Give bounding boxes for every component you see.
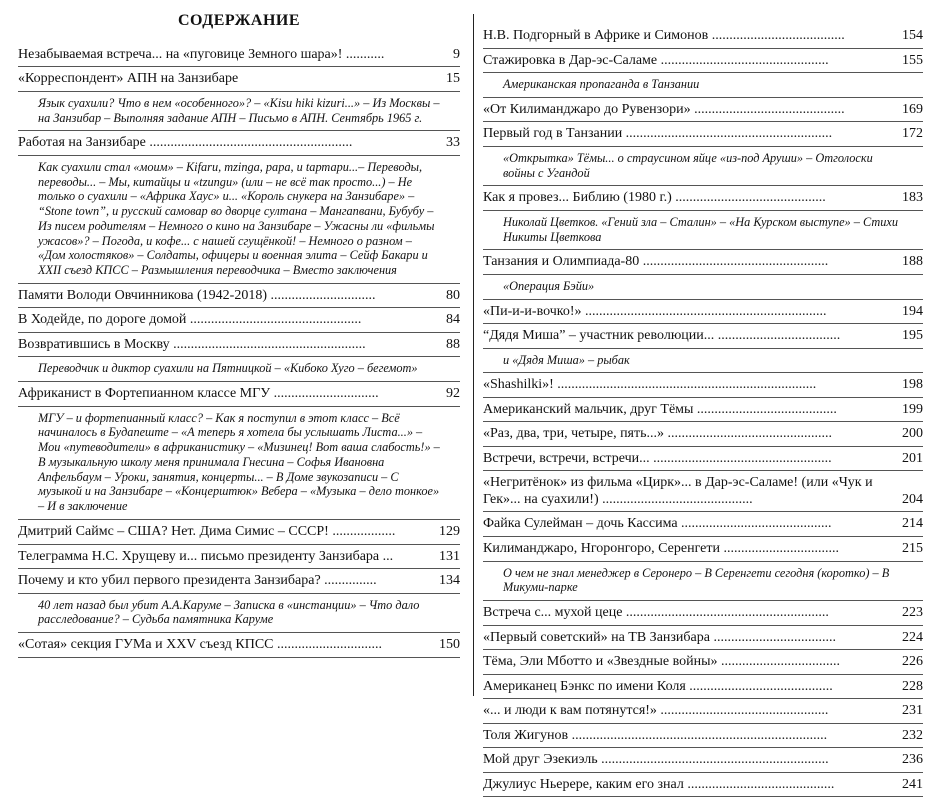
toc-entry-rule [483,625,923,626]
toc-entry-title [18,573,460,590]
column-divider [473,14,474,696]
left-entry-list [18,47,460,658]
toc-entry-rule [18,406,460,407]
toc-entry-page-number: 199 [902,401,923,417]
toc-entry-title [483,402,923,419]
toc-entry [483,426,923,447]
toc-entry-rule [18,544,460,545]
toc-entry-title-text: «От Килиманджаро до Рувензори» ........................................... [483,101,845,117]
toc-entry-rule [18,307,460,308]
toc-entry-title [18,135,460,152]
toc-entry-title-text: Тёма, Эли Мботто и «Звездные войны» .................................. [483,654,841,670]
toc-entry-title [483,377,923,394]
toc-entry-title-text: Телеграмма Н.С. Хрущеву и... письмо президенту Занзибара ... [18,548,394,564]
toc-entry-rule [483,397,923,398]
toc-entry-title-text: Танзания и Олимпиада-80 ..................................................... [483,254,829,270]
toc-entry [483,53,923,98]
toc-entry-rule [483,796,923,797]
toc-entry-title-text: «... и люди к вам потянутся!» ................................................ [483,703,829,719]
toc-entry-description: О чем не знал менеджер в Серонеро – В Серенгети сегодня (коротко) – В Микуми-парке [503,565,890,595]
toc-entry-title-text: Первый год в Танзании ........................................................... [483,126,833,142]
toc-entry-title [483,752,923,769]
toc-entry-description: Как суахили стал «моим» – Kifaru, mzinga, papa, и taртари...– Переводы, переводы... – Мы, китайцы и «tzungu» (или – не всё так просто...) – Не только о суахили – «Африка Хаус» и... «Король снукера на Занзибаре» – “Stone town”, и русский самовар во дворце султана – Мангапвани, Бубубу – Из писем родителям – Немного о кино на Занзибаре – Ужасны ли «фильмы ужасов»? – Погода, и кофе... с нашей сгущёнкой! – Немного о разном – «Дом холостяков» – Солдаты, офицеры и военная элита – Сейф Бакари и XXII съезд КПСС – Размышления переводчика – Вместо заключения [38,159,435,278]
toc-entry-page-number: 84 [446,312,460,328]
toc-entry-title [18,549,460,566]
toc-entry-title-text: Встреча с... мухой цеце .......................................................... [483,605,829,620]
toc-entry-title-text: Возвратившись в Москву ....................................................... [18,336,366,352]
toc-entry-title [18,288,460,305]
toc-entry-title-text: «Раз, два, три, четыре, пять...» ............................................... [483,426,833,442]
toc-entry-title-text: «Негритёнок» из фильма «Цирк»... в Дар-эс-Саламе! (или «Чук и Гек»... на суахили!) ........................................... [483,475,873,507]
toc-entry-description: Американская пропаганда в Танзании [503,77,700,92]
toc-entry [18,386,460,520]
toc-entry-rule [483,747,923,748]
contents-heading: СОДЕРЖАНИЕ [177,12,301,29]
toc-entry-page-number: 150 [439,637,460,653]
toc-entry [483,402,923,423]
toc-entry [18,524,460,545]
toc-entry-title-text: Файка Сулейман – дочь Кассима ........................................... [483,516,832,532]
toc-entry-page-number: 15 [446,71,460,87]
toc-entry-title-text: Н.В. Подгорный в Африке и Симонов ...................................... [483,28,845,43]
toc-entry-rule [483,536,923,537]
toc-entry [483,254,923,299]
toc-entry-title [483,475,923,508]
toc-entry-rule [483,421,923,422]
toc-entry [483,605,923,626]
toc-entry-title [483,541,923,558]
toc-entry-title [483,703,923,720]
toc-entry-title-text: «Первый советский» на ТВ Занзибара ................................... [483,629,836,645]
toc-entry-description: «Открытка» Тёмы... о страусином яйце «из-под Аруши» – Отголоски войны с Угандой [503,150,873,180]
toc-entry-title [483,679,923,696]
toc-entry-title-text: Мой друг Эзекиэль ................................................................. [483,752,829,768]
toc-entry-description: МГУ – и фортепианный класс? – Как я поступил в этот класс – Всё начиналось в Будапеште – «А теперь я хотела бы услышать Листа...» – Мои «путеводители» в африканистику – «Мизинец! Вот ваша слабость!» – В музыкальную школу меня принимала Гнесина – Софья Ивановна Апфельбаум – Уроки, занятия, концерты... – В Доме звукозаписи – С музыкой и на Занзибаре – «Концерштюк» Вебера – «Музыка – дело тонкое» – И в заключение [38,410,440,514]
toc-entry-title [483,126,923,143]
toc-entry-rule [18,283,460,284]
toc-entry-page-number: 228 [902,678,923,694]
toc-entry-rule [18,356,460,357]
toc-entry-page-number: 129 [439,523,460,539]
toc-entry-rule [18,657,460,658]
toc-entry-rule [483,274,923,275]
toc-entry-page-number: 88 [446,336,460,352]
toc-entry-page-number: 188 [902,254,923,270]
toc-entry-page-number: 80 [446,287,460,303]
toc-entry-title [483,190,923,207]
toc-entry-title-text: Встречи, встречи, встречи... ................................................... [483,450,832,466]
toc-entry-title-text: Почему и кто убил первого президента Занзибара? ............... [18,573,377,589]
toc-entry-description: и «Дядя Миша» – рыбак [503,352,630,367]
toc-entry-title-text: Толя Жигунов ......................................................................... [483,727,828,743]
toc-entry-page-number: 241 [902,776,923,792]
toc-entry-title-text: Работая на Занзибаре .......................................................... [18,135,353,151]
toc-entry-rule [483,72,923,73]
toc-entry [483,752,923,773]
toc-entry [483,102,923,123]
toc-entry [483,777,923,798]
toc-entry-title-text: «Пи-и-и-вочко!» ..................................................................... [483,303,827,319]
toc-entry-rule [483,446,923,447]
toc-entry-rule [483,210,923,211]
toc-entry-title-text: “Дядя Миша” – участник революции... ................................... [483,328,841,344]
toc-entry-rule [483,600,923,601]
toc-entry-title [483,630,923,647]
toc-entry-title [483,328,923,345]
toc-entry [18,71,460,131]
toc-entry-page-number: 201 [902,450,923,466]
toc-entry-rule [483,723,923,724]
toc-entry-rule [483,185,923,186]
toc-entry-page-number: 92 [446,386,460,402]
toc-entry-rule [483,470,923,471]
toc-entry [18,549,460,570]
toc-entry-page-number: 200 [902,426,923,442]
toc-entry-page-number: 33 [446,135,460,151]
toc-entry-rule [483,649,923,650]
toc-entry-title-text: Памяти Володи Овчинникова (1942-2018) .............................. [18,287,376,303]
toc-entry [483,377,923,398]
toc-entry-title [483,426,923,443]
toc-entry-title [18,312,460,329]
toc-entry-page-number: 215 [902,540,923,556]
toc-entry-title [483,28,923,45]
toc-entry-title-text: Джулиус Ньерере, каким его знал .......................................... [483,776,835,792]
toc-entry [18,288,460,309]
toc-entry-title-text: «Сотая» секция ГУМа и XXV съезд КПСС .............................. [18,637,383,653]
toc-entry-description: Николай Цветков. «Гений зла – Сталин» – «На Курском выступе» – Стихи Никиты Цветкова [503,214,899,244]
toc-entry-page-number: 204 [902,491,923,507]
toc-entry-title-text: Американский мальчик, друг Тёмы ........................................ [483,401,837,417]
toc-entry-title-text: Американец Бэнкс по имени Коля ......................................... [483,678,833,694]
toc-entry-title [483,451,923,468]
toc-entry-rule [18,593,460,594]
toc-entry [18,637,460,658]
toc-entry [483,475,923,512]
toc-entry-rule [18,381,460,382]
toc-entry-page-number: 214 [902,516,923,532]
toc-entry-title-text: Килиманджаро, Нгоронгоро, Серенгети ................................. [483,540,839,556]
toc-entry-page-number: 134 [439,573,460,589]
toc-entry [18,135,460,284]
toc-entry-page-number: 198 [902,377,923,393]
toc-entry-rule [483,121,923,122]
left-column [18,12,460,662]
toc-entry-rule [483,698,923,699]
toc-entry-page-number: 154 [902,28,923,43]
toc-entry-title [483,605,923,622]
toc-entry-page-number: 224 [902,629,923,645]
toc-entry-title-text: «Shashilki»! .......................................................................... [483,377,817,393]
toc-entry-title [483,53,923,70]
toc-entry-rule [18,519,460,520]
toc-entry-description: Переводчик и диктор суахили на Пятницкой – «Кибоко Хуго – бегемот» [38,361,418,376]
toc-entry [18,573,460,633]
toc-entry-rule [18,155,460,156]
toc-entry [483,516,923,537]
toc-entry-description: Язык суахили? Что в нем «особенного»? – «Kisu hiki kizuri...» – Из Москвы – на Занзибар – Выполняя задание АПН – Письмо в АПН. Сентябрь 1965 г. [38,95,440,125]
toc-entry [18,47,460,68]
toc-entry-rule [483,348,923,349]
toc-entry-title [483,102,923,119]
toc-entry [483,654,923,675]
toc-entry [483,28,923,49]
toc-entry-title [483,654,923,671]
toc-entry-title [18,637,460,654]
toc-entry-rule [483,561,923,562]
toc-entry [483,451,923,472]
toc-entry-page-number: 183 [902,190,923,206]
toc-entry-rule [483,511,923,512]
toc-entry-page-number: 231 [902,703,923,719]
toc-entry [483,328,923,373]
toc-entry-title-text: Как я провез... Библию (1980 г.) ........................................... [483,190,826,206]
toc-entry-rule [18,332,460,333]
toc-entry [483,541,923,601]
toc-entry [483,304,923,325]
toc-entry-title-text: В Ходейде, по дороге домой ................................................. [18,312,362,328]
toc-entry-rule [18,66,460,67]
toc-entry [483,190,923,250]
toc-entry [483,679,923,700]
toc-entry [18,312,460,333]
toc-entry [18,337,460,382]
toc-entry-page-number: 195 [902,328,923,344]
toc-entry-title-text: Незабываемая встреча... на «пуговице Земного шара»! ........... [18,46,385,62]
toc-entry-rule [18,130,460,131]
toc-entry-rule [483,372,923,373]
toc-entry-page-number: 226 [902,654,923,670]
toc-entry-title [483,728,923,745]
right-column [483,28,923,801]
toc-entry [483,126,923,186]
toc-entry-title-text: Стажировка в Дар-эс-Саламе ................................................ [483,52,829,68]
right-entry-list [483,28,923,797]
toc-entry-page-number: 155 [902,52,923,68]
toc-entry-title [483,304,923,321]
toc-entry-page-number: 194 [902,303,923,319]
toc-entry-rule [483,97,923,98]
toc-entry-title [18,386,460,403]
toc-entry [483,703,923,724]
toc-entry-rule [483,299,923,300]
toc-entry [483,728,923,749]
toc-entry-title [18,524,460,541]
toc-entry-description: «Операция Бэйи» [503,278,595,293]
toc-entry [483,630,923,651]
toc-entry-title [483,777,923,794]
toc-entry-page-number: 169 [902,101,923,117]
toc-entry-rule [483,48,923,49]
toc-entry-rule [483,146,923,147]
toc-entry-rule [18,632,460,633]
toc-entry-page-number: 223 [902,605,923,620]
toc-entry-page-number: 131 [439,548,460,564]
toc-entry-title-text: Африканист в Фортепианном классе МГУ .............................. [18,386,379,402]
toc-entry-title [18,71,460,88]
toc-entry-title-text: Дмитрий Саймс – США? Нет. Дима Симис – СССР! .................. [18,523,396,539]
toc-entry-rule [483,249,923,250]
toc-entry-rule [18,568,460,569]
toc-entry-rule [483,772,923,773]
toc-entry-title [483,254,923,271]
toc-entry-title [18,47,460,64]
toc-entry-rule [483,674,923,675]
toc-entry-description: 40 лет назад был убит А.А.Каруме – Записка в «инстанции» – Что дало расследование? – Судьба памятника Каруме [38,597,420,627]
toc-entry-rule [483,323,923,324]
toc-entry-title [18,337,460,354]
toc-entry-title-text: «Корреспондент» АПН на Занзибаре [18,71,239,87]
toc-entry-page-number: 172 [902,126,923,142]
toc-entry-page-number: 232 [902,727,923,743]
toc-entry-page-number: 9 [453,46,460,62]
toc-entry-title [483,516,923,533]
toc-entry-page-number: 236 [902,752,923,768]
toc-entry-rule [18,91,460,92]
